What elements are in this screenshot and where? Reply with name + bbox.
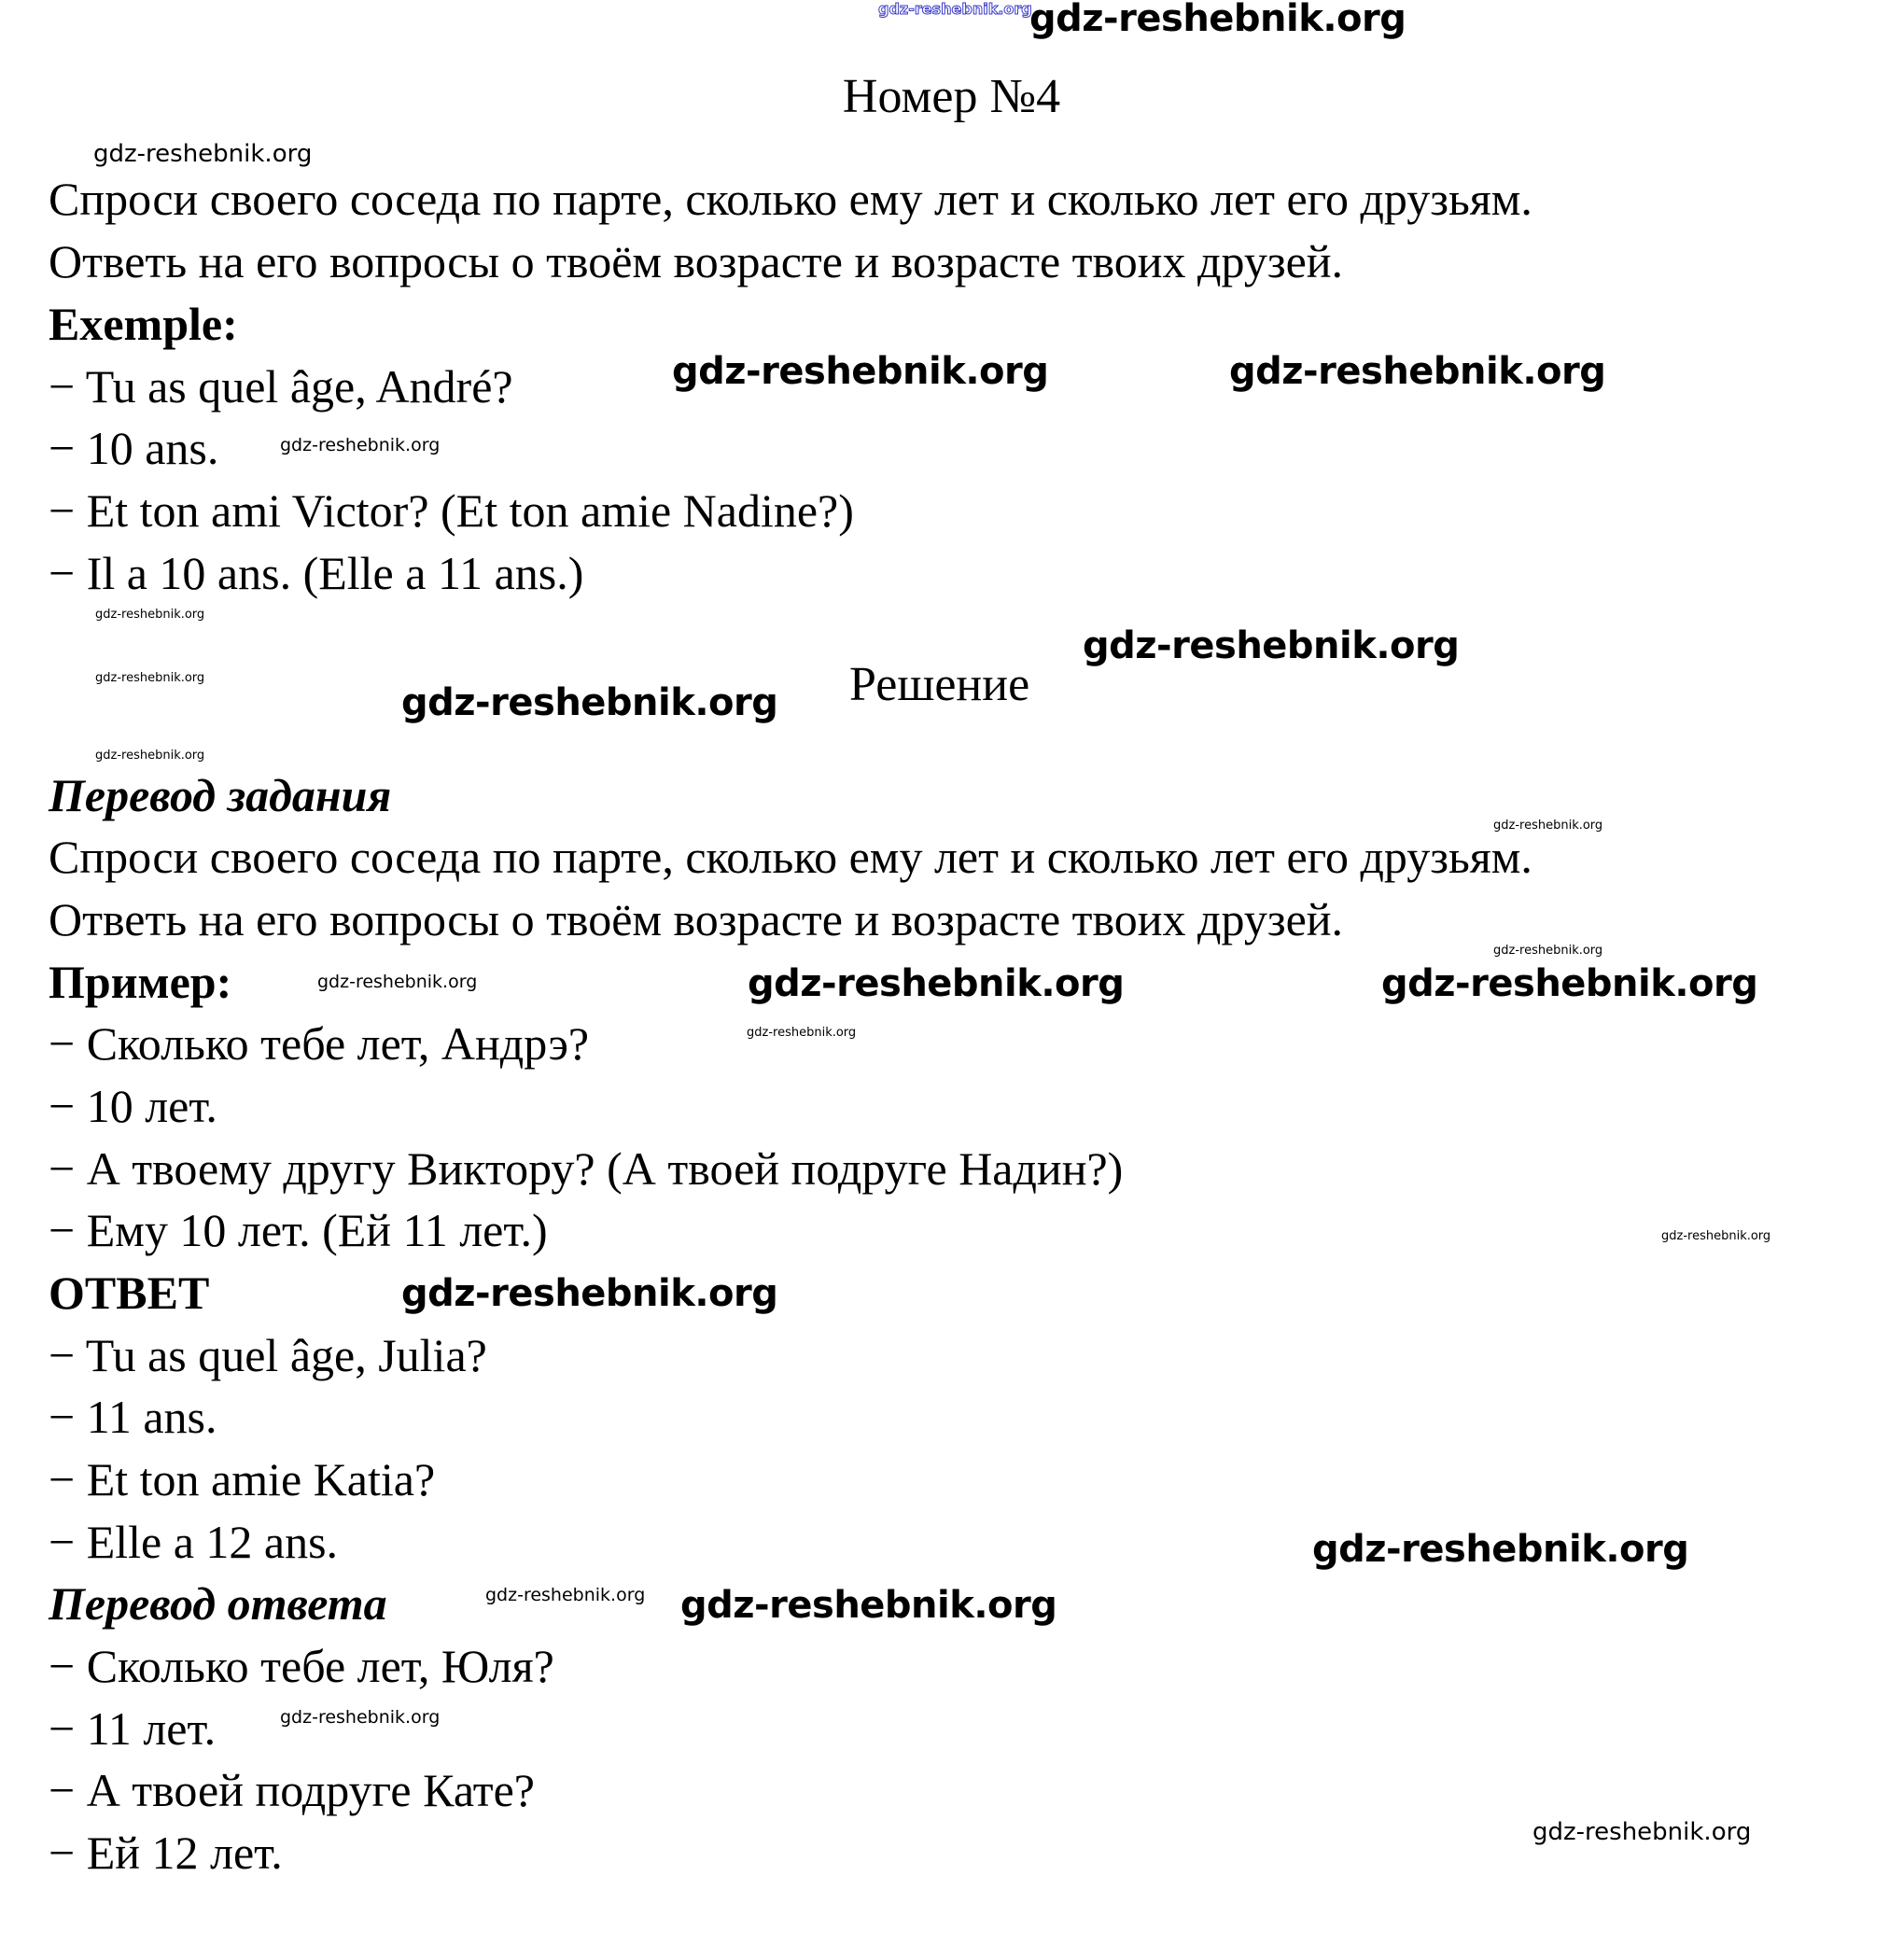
translated-example-line: − А твоему другу Виктору? (А твоей подруге Надин?): [49, 1142, 1124, 1195]
answer-line: − Tu as quel âge, Julia?: [49, 1329, 487, 1381]
translated-example-heading: Пример:: [49, 956, 232, 1008]
watermark: gdz-reshebnik.org: [747, 1026, 857, 1040]
watermark: gdz-reshebnik.org: [680, 1584, 1057, 1627]
answer-translation-line: − А твоей подруге Кате?: [49, 1764, 535, 1816]
watermark: gdz-reshebnik.org: [1229, 350, 1606, 393]
watermark: gdz-reshebnik.org: [95, 608, 205, 622]
answer-line: − Elle a 12 ans.: [49, 1516, 339, 1568]
watermark: gdz-reshebnik.org: [1661, 1229, 1771, 1243]
watermark: gdz-reshebnik.org: [1381, 962, 1758, 1005]
answer-translation-line: − Сколько тебе лет, Юля?: [49, 1640, 554, 1692]
example-line: − 10 ans.: [49, 422, 219, 474]
watermark: gdz-reshebnik.org: [280, 1707, 441, 1728]
task-line: Ответь на его вопросы о твоём возрасте и возрасте твоих друзей.: [49, 235, 1344, 287]
watermark: gdz-reshebnik.org: [1029, 0, 1406, 40]
watermark: gdz-reshebnik.org: [485, 1585, 646, 1605]
watermark: gdz-reshebnik.org: [1493, 819, 1603, 833]
watermark: gdz-reshebnik.org: [401, 681, 778, 724]
translation-heading: Перевод задания: [49, 769, 392, 821]
watermark: gdz-reshebnik.org: [317, 972, 478, 992]
task-line: Спроси своего соседа по парте, сколько ему лет и сколько лет его друзьям.: [49, 173, 1532, 225]
example-line: − Il a 10 ans. (Elle a 11 ans.): [49, 547, 584, 599]
watermark: gdz-reshebnik.org: [95, 671, 205, 685]
page-title: Номер №4: [842, 70, 1061, 123]
watermark: gdz-reshebnik.org: [672, 350, 1049, 393]
answer-heading: ОТВЕТ: [49, 1267, 210, 1319]
translated-example-line: − Ему 10 лет. (Ей 11 лет.): [49, 1204, 548, 1256]
watermark: gdz-reshebnik.org: [1312, 1528, 1689, 1571]
answer-translation-line: − Ей 12 лет.: [49, 1827, 283, 1879]
watermark: gdz-reshebnik.org: [401, 1272, 778, 1315]
watermark: gdz-reshebnik.org: [1083, 624, 1460, 667]
translated-example-line: − 10 лет.: [49, 1080, 217, 1132]
answer-translation-line: − 11 лет.: [49, 1702, 217, 1755]
example-line: − Tu as quel âge, André?: [49, 360, 513, 413]
answer-line: − 11 ans.: [49, 1391, 217, 1443]
translation-line: Ответь на его вопросы о твоём возрасте и возрасте твоих друзей.: [49, 893, 1344, 945]
translated-example-line: − Сколько тебе лет, Андрэ?: [49, 1017, 590, 1070]
watermark: gdz-reshebnik.org: [1532, 1818, 1752, 1846]
answer-line: − Et ton amie Katia?: [49, 1453, 436, 1505]
watermark: gdz-reshebnik.org: [1493, 944, 1603, 958]
example-heading: Exemple:: [49, 298, 238, 350]
answer-translation-heading: Перевод ответа: [49, 1577, 387, 1630]
watermark-top: gdz-reshebnik.org: [878, 0, 1032, 18]
watermark: gdz-reshebnik.org: [93, 140, 313, 168]
watermark: gdz-reshebnik.org: [95, 749, 205, 763]
watermark: gdz-reshebnik.org: [748, 962, 1125, 1005]
watermark: gdz-reshebnik.org: [280, 435, 441, 455]
solution-heading: Решение: [849, 658, 1030, 711]
translation-line: Спроси своего соседа по парте, сколько ему лет и сколько лет его друзьям.: [49, 831, 1532, 883]
example-line: − Et ton ami Victor? (Et ton amie Nadine?): [49, 484, 854, 537]
